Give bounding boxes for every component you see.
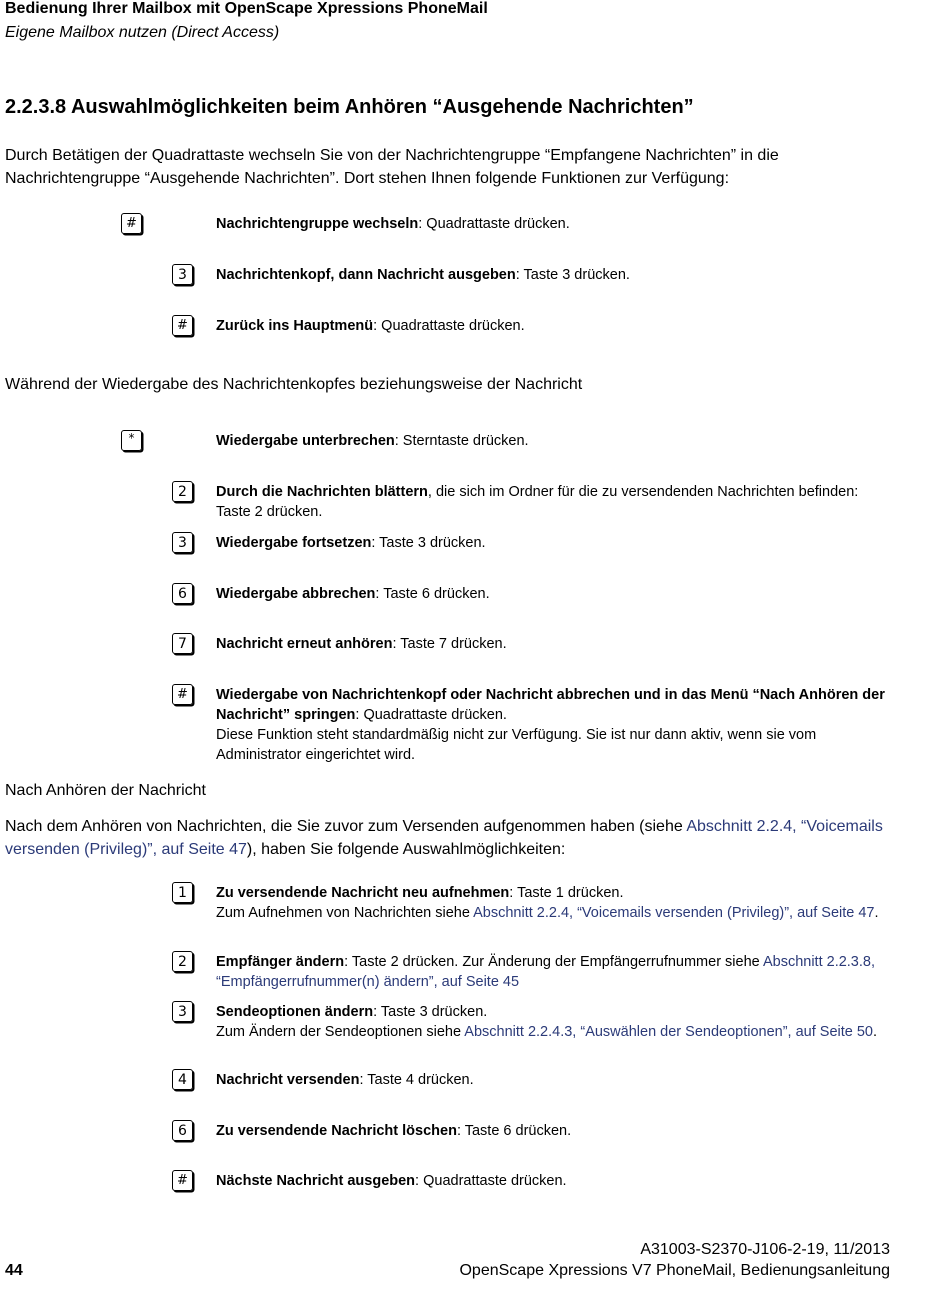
list-item: [216, 1121, 896, 1141]
item-label: Nachricht versenden: [216, 1072, 360, 1088]
section-title: 2.2.3.8 Auswahlmöglichkeiten beim Anhören “Ausgehende Nachrichten”: [5, 96, 694, 118]
item-label: Wiedergabe abbrechen: [216, 586, 376, 602]
hash-key-icon: #: [172, 315, 193, 336]
page-number: 44: [5, 1262, 23, 1279]
list-item: [216, 1171, 896, 1191]
list-item: [216, 1070, 896, 1090]
key-4-icon: 4: [172, 1069, 193, 1090]
section-intro: [5, 144, 895, 190]
key-2-icon: 2: [172, 951, 193, 972]
item-text: : Taste 3 drücken.: [515, 267, 630, 283]
item-note: Zum Ändern der Sendeoptionen siehe: [216, 1024, 465, 1040]
list-item: [216, 482, 896, 522]
item-text: , die sich im Ordner für die zu versendenden Nachrichten befinden: Taste 2 drücken.: [216, 484, 859, 520]
item-label: Sendeoptionen ändern: [216, 1004, 374, 1020]
item-note: Zum Aufnehmen von Nachrichten siehe: [216, 905, 474, 921]
item-text: : Quadrattaste drücken.: [355, 707, 507, 723]
list-item: [216, 584, 896, 604]
list-item: [216, 685, 896, 765]
hash-key-icon: #: [121, 213, 142, 234]
key-7-icon: 7: [172, 633, 193, 654]
key-2-icon: 2: [172, 481, 193, 502]
after-intro-text: ), haben Sie folgende Auswahlmöglichkeiten:: [246, 841, 566, 858]
item-text: : Taste 6 drücken.: [456, 1123, 572, 1139]
during-heading: Während der Wiedergabe des Nachrichtenkopfes beziehungsweise der Nachricht: [5, 376, 583, 393]
item-label: Nachrichtengruppe wechseln: [216, 216, 419, 232]
list-item: [216, 1002, 896, 1042]
key-3-icon: 3: [172, 1001, 193, 1022]
list-item: [216, 952, 896, 992]
item-note: .: [873, 1024, 878, 1040]
item-text: : Quadrattaste drücken.: [373, 318, 525, 334]
item-label: Zu versendende Nachricht neu aufnehmen: [216, 885, 510, 901]
item-label: Empfänger ändern: [216, 954, 345, 970]
item-text: : Quadrattaste drücken.: [418, 216, 570, 232]
item-text: : Taste 3 drücken.: [373, 1004, 488, 1020]
list-item: [216, 265, 896, 285]
item-label: Zu versendende Nachricht löschen: [216, 1123, 457, 1139]
item-text: : Taste 2 drücken. Zur Änderung der Empfängerrufnummer siehe: [344, 954, 763, 970]
item-text: : Taste 1 drücken.: [509, 885, 624, 901]
item-text: : Taste 3 drücken.: [371, 535, 486, 551]
header-subtitle: Eigene Mailbox nutzen (Direct Access): [5, 24, 280, 41]
intro-line-1: Durch Betätigen der Quadrattaste wechseln Sie von der Nachrichtengruppe “Empfangene Nachrichten” in die: [5, 147, 779, 164]
item-text: : Sterntaste drücken.: [394, 433, 529, 449]
list-item: [216, 634, 896, 654]
hash-key-icon: #: [172, 684, 193, 705]
intro-line-2: Nachrichtengruppe “Ausgehende Nachrichten”. Dort stehen Ihnen folgende Funktionen zur Verfügung:: [5, 170, 730, 187]
item-note: .: [874, 905, 879, 921]
item-text: : Taste 4 drücken.: [359, 1072, 474, 1088]
section-link[interactable]: Abschnitt 2.2.3.8, “Empfängerrufnummer(n) ändern”, auf Seite 45: [216, 954, 875, 990]
item-label: Zurück ins Hauptmenü: [216, 318, 374, 334]
footer-doc-reference: A31003-S2370-J106-2-19, 11/2013: [640, 1241, 890, 1258]
star-key-icon: *: [121, 430, 142, 451]
item-label: Nachricht erneut anhören: [216, 636, 393, 652]
item-label: Nachrichtenkopf, dann Nachricht ausgeben: [216, 267, 516, 283]
key-1-icon: 1: [172, 882, 193, 903]
key-3-icon: 3: [172, 532, 193, 553]
list-item: [216, 883, 896, 923]
key-6-icon: 6: [172, 1120, 193, 1141]
item-text: : Taste 7 drücken.: [392, 636, 507, 652]
item-label: Durch die Nachrichten blättern: [216, 484, 428, 500]
after-intro: [5, 815, 895, 861]
item-note: Diese Funktion steht standardmäßig nicht zur Verfügung. Sie ist nur dann aktiv, wenn sie vom Administrator eingerichtet wird.: [216, 727, 817, 763]
list-item: [216, 316, 896, 336]
key-3-icon: 3: [172, 264, 193, 285]
item-label: Wiedergabe fortsetzen: [216, 535, 372, 551]
list-item: [216, 214, 896, 234]
list-item: [216, 431, 896, 451]
section-link[interactable]: Abschnitt 2.2.4.3, “Auswählen der Sendeoptionen”, auf Seite 50: [464, 1024, 873, 1040]
header-title: Bedienung Ihrer Mailbox mit OpenScape Xpressions PhoneMail: [5, 0, 488, 17]
item-label: Wiedergabe unterbrechen: [216, 433, 395, 449]
section-link[interactable]: Abschnitt 2.2.4, “Voicemails versenden (Privileg)”, auf Seite 47: [5, 818, 883, 858]
key-6-icon: 6: [172, 583, 193, 604]
list-item: [216, 533, 896, 553]
item-text: : Taste 6 drücken.: [375, 586, 490, 602]
hash-key-icon: #: [172, 1170, 193, 1191]
item-text: : Quadrattaste drücken.: [415, 1173, 567, 1189]
item-label: Nächste Nachricht ausgeben: [216, 1173, 416, 1189]
section-link[interactable]: Abschnitt 2.2.4, “Voicemails versenden (Privileg)”, auf Seite 47: [473, 905, 875, 921]
footer-doc-title: OpenScape Xpressions V7 PhoneMail, Bedienungsanleitung: [459, 1262, 890, 1279]
item-label: Wiedergabe von Nachrichtenkopf oder Nachricht abbrechen und in das Menü “Nach Anhören der Nachricht” springen: [216, 687, 885, 723]
after-heading: Nach Anhören der Nachricht: [5, 782, 206, 799]
after-intro-text: Nach dem Anhören von Nachrichten, die Sie zuvor zum Versenden aufgenommen haben (siehe: [5, 818, 687, 835]
